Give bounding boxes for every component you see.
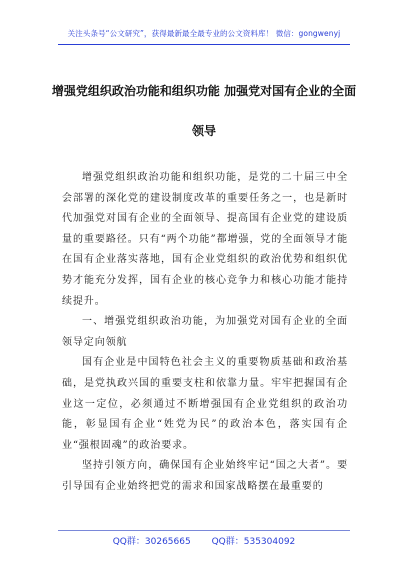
paragraph-intro: 增强党组织政治功能和组织功能，是党的二十届三中全会部署的深化党的建设制度改革的重要任务之一，也是新时代加强党对国有企业的全面领导、提高国有企业党的建设质量的重要路径。只有“两个功能”都增强，党的全面领导才能在国有企业落实落地，国有企业党组织的政治优势和组织优势才能充分发挥，国有企业的核心竞争力和核心功能才能持续提升。 <box>62 172 348 307</box>
header-divider <box>58 44 350 45</box>
paragraph-direction: 坚持引领方向，确保国有企业始终牢记“国之大者”。要引导国有企业始终把党的需求和国家战略摆在最重要的 <box>62 460 348 492</box>
footer-qq-group-1: QQ群：30265665 <box>112 537 191 547</box>
document-body <box>62 168 348 498</box>
section-heading-1: 一、增强党组织政治功能，为加强党对国有企业的全面领导定向领航 <box>62 316 348 348</box>
document-title-line-2: 领导 <box>191 124 216 138</box>
footer-qq-group-2: QQ群：535304092 <box>211 537 296 547</box>
header-notice: 关注头条号“公文研究”，获得最新最全最专业的公文资料库！ 微信：gongwenyj <box>67 29 341 38</box>
footer-divider <box>58 530 350 531</box>
document-title-line-1: 增强党组织政治功能和组织功能 加强党对国有企业的全面 <box>51 84 357 98</box>
footer <box>0 534 408 547</box>
paragraph-section-1: 国有企业是中国特色社会主义的重要物质基础和政治基础，是党执政兴国的重要支柱和依靠力量。牢牢把握国有企业这一定位，必须通过不断增强国有企业党组织的政治功能，彰显国有企业“姓党为民”的政治本色，落实国有企业“强根固魂”的政治要求。 <box>62 357 348 451</box>
